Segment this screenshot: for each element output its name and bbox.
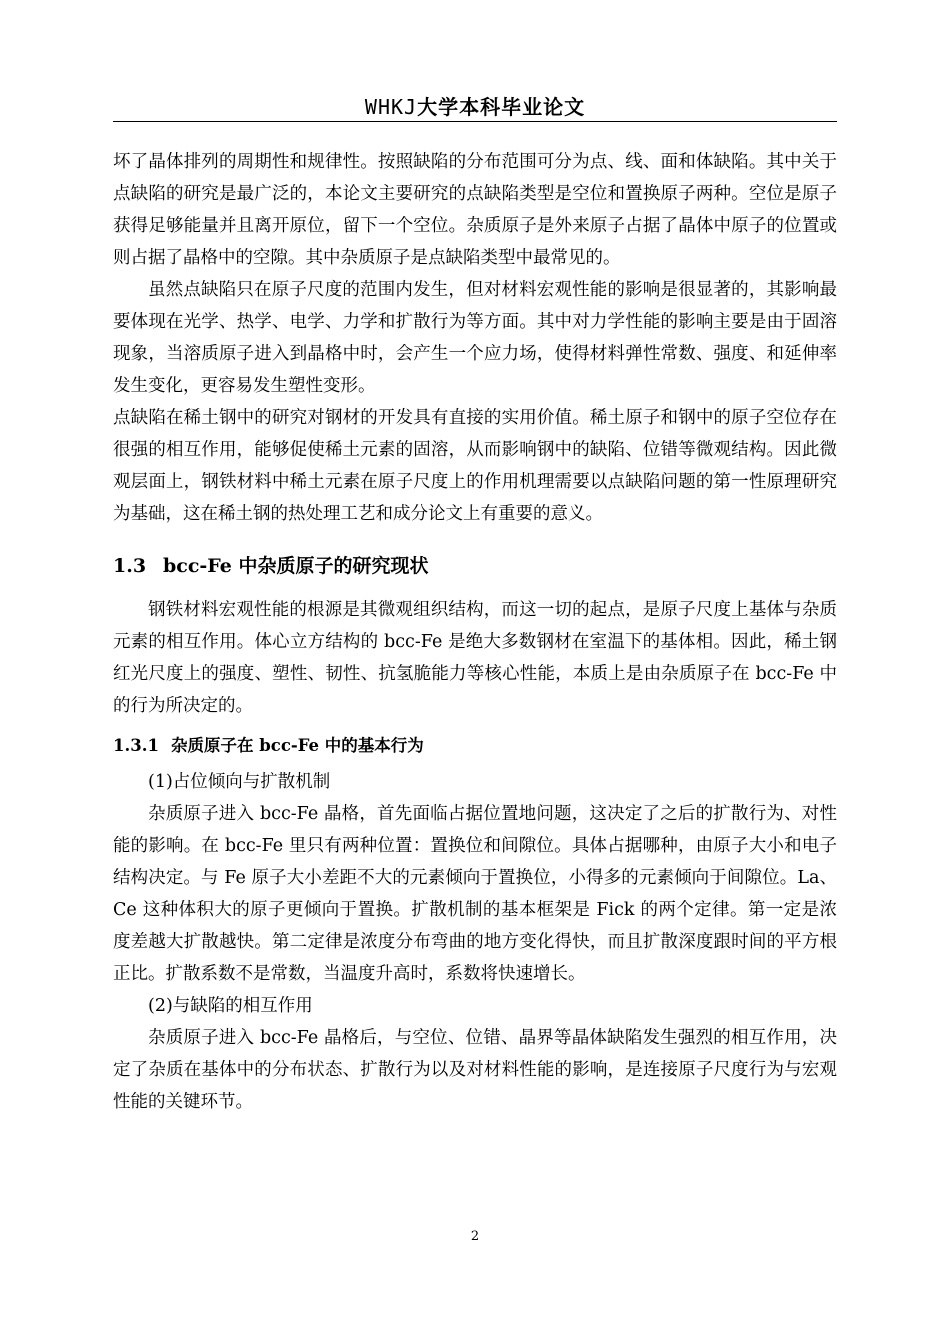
section-number: 1.3	[113, 555, 147, 577]
subsection-number: 1.3.1	[113, 736, 159, 755]
subsection-title: 杂质原子在 bcc-Fe 中的基本行为	[171, 736, 424, 755]
paragraph: 虽然点缺陷只在原子尺度的范围内发生，但对材料宏观性能的影响是很显著的，其影响最要体现在光学、热学、电学、力学和扩散行为等方面。其中对力学性能的影响主要是由于固溶现象，当溶质原子进入到晶格中时，会产生一个应力场，使得材料弹性常数、强度、和延伸率发生变化，更容易发生塑性变形。	[113, 280, 837, 396]
paragraph: 点缺陷在稀土钢中的研究对钢材的开发具有直接的实用价值。稀土原子和钢中的原子空位存在很强的相互作用，能够促使稀土元素的固溶，从而影响钢中的缺陷、位错等微观结构。因此微观层面上，钢铁材料中稀土元素在原子尺度上的作用机理需要以点缺陷问题的第一性原理研究为基础，这在稀土钢的热处理工艺和成分论文上有重要的意义。	[113, 408, 837, 524]
sub-item-heading: (1)占位倾向与扩散机制	[148, 772, 331, 792]
paragraph: 杂质原子进入 bcc-Fe 晶格后，与空位、位错、晶界等晶体缺陷发生强烈的相互作用，决定了杂质在基体中的分布状态、扩散行为以及对材料性能的影响，是连接原子尺度行为与宏观性能的关键环节。	[113, 1028, 837, 1112]
header-latin-text: WHKJ	[364, 95, 418, 119]
paragraph: 钢铁材料宏观性能的根源是其微观组织结构，而这一切的起点，是原子尺度上基体与杂质元素的相互作用。体心立方结构的 bcc-Fe 是绝大多数钢材在室温下的基体相。因此，稀土钢红光尺度上的强度、塑性、韧性、抗氢脆能力等核心性能，本质上是由杂质原子在 bcc-Fe 中的行为所决定的。	[113, 600, 837, 716]
sub-item-heading: (2)与缺陷的相互作用	[148, 996, 313, 1016]
running-header	[113, 92, 837, 122]
page-number: 2	[470, 1229, 480, 1244]
paragraph: 杂质原子进入 bcc-Fe 晶格，首先面临占据位置地问题，这决定了之后的扩散行为、对性能的影响。在 bcc-Fe 里只有两种位置：置换位和间隙位。具体占据哪种，由原子大小和电子结构决定。与 Fe 原子大小差距不大的元素倾向于置换位，小得多的元素倾向于间隙位。La、Ce 这种体积大的原子更倾向于置换。扩散机制的基本框架是 Fick 的两个定律。第一定是浓度差越大扩散越快。第二定律是浓度分布弯曲的地方变化得快，而且扩散深度跟时间的平方根正比。扩散系数不是常数，当温度升高时，系数将快速增长。	[113, 804, 837, 984]
header-cjk-text: 大学本科毕业论文	[417, 95, 586, 119]
section-title: bcc-Fe 中杂质原子的研究现状	[163, 555, 429, 577]
subsection-heading	[113, 730, 837, 762]
header-rule	[113, 121, 837, 122]
section-heading	[113, 550, 837, 582]
body-text	[113, 146, 837, 1118]
paragraph-continued: 坏了晶体排列的周期性和规律性。按照缺陷的分布范围可分为点、线、面和体缺陷。其中关于点缺陷的研究是最广泛的，本论文主要研究的点缺陷类型是空位和置换原子两种。空位是原子获得足够能量并且离开原位，留下一个空位。杂质原子是外来原子占据了晶体中原子的位置或则占据了晶格中的空隙。其中杂质原子是点缺陷类型中最常见的。	[113, 152, 837, 268]
